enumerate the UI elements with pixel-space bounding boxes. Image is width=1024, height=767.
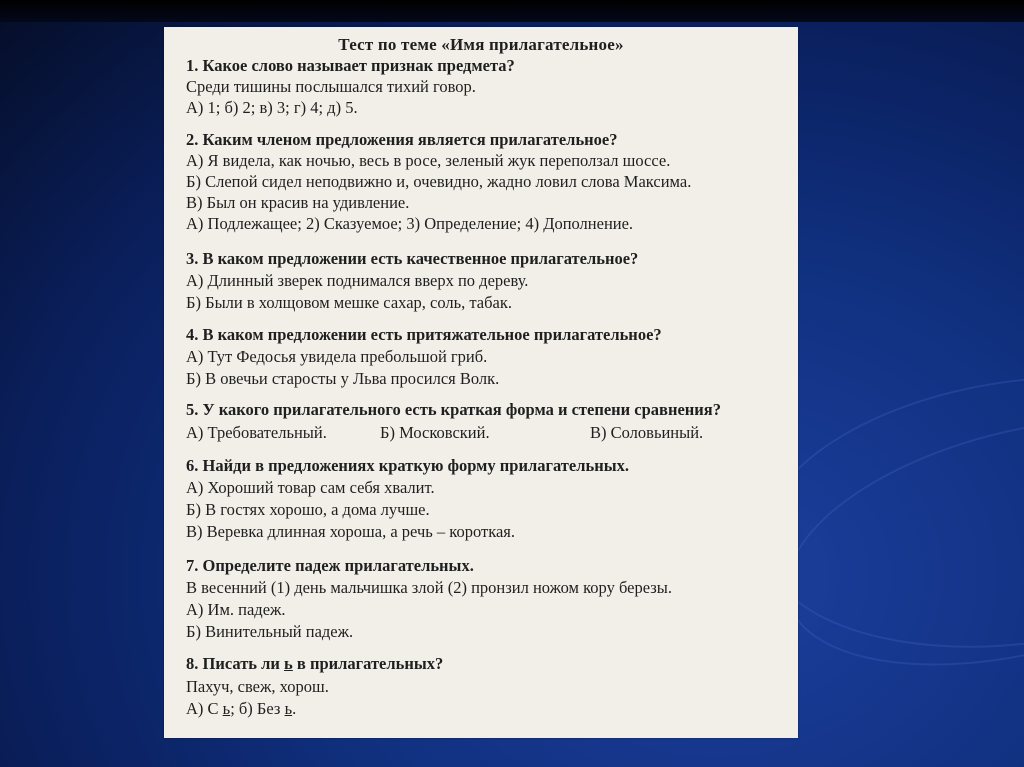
question-8-options: [186, 699, 296, 719]
soft-sign: ь: [222, 699, 231, 718]
question-3-line: А) Длинный зверек поднимался вверх по дереву.: [186, 271, 529, 290]
question-8-post: в прилагательных?: [292, 654, 444, 673]
question-5-option-b: Б) Московский.: [380, 423, 490, 442]
question-7: 7. Определите падеж прилагательных.: [186, 556, 474, 575]
question-2-line: А) Я видела, как ночью, весь в росе, зеленый жук переползал шоссе.: [186, 151, 671, 170]
question-6: 6. Найди в предложениях краткую форму прилагательных.: [186, 456, 629, 475]
question-3-line: Б) Были в холщовом мешке сахар, соль, табак.: [186, 293, 512, 312]
question-4: 4. В каком предложении есть притяжательное прилагательное?: [186, 325, 662, 344]
question-8-option-a: А) С: [186, 699, 223, 718]
question-2-line: Б) Слепой сидел неподвижно и, очевидно, жадно ловил слова Максима.: [186, 172, 692, 191]
sheet-title: Тест по теме «Имя прилагательное»: [338, 35, 624, 54]
question-6-line: В) Веревка длинная хороша, а речь – короткая.: [186, 522, 516, 541]
question-5-option-c: В) Соловьиный.: [590, 423, 704, 442]
question-1-text: Среди тишины послышался тихий говор.: [186, 77, 476, 96]
question-2: 2. Каким членом предложения является прилагательное?: [186, 130, 618, 149]
question-2-line: В) Был он красив на удивление.: [186, 193, 410, 212]
question-2-options: А) Подлежащее; 2) Сказуемое; 3) Определение; 4) Дополнение.: [186, 214, 634, 233]
question-5: 5. У какого прилагательного есть краткая форма и степени сравнения?: [186, 400, 721, 419]
question-8-pre: 8. Писать ли: [186, 654, 285, 673]
question-7-line: Б) Винительный падеж.: [186, 622, 354, 641]
soft-sign: ь: [284, 654, 293, 673]
question-4-line: Б) В овечьи старосты у Льва просился Волк.: [186, 369, 500, 388]
question-3: 3. В каком предложении есть качественное прилагательное?: [186, 249, 639, 268]
test-sheet: [164, 27, 798, 738]
question-1-options: А) 1; б) 2; в) 3; г) 4; д) 5.: [186, 98, 358, 117]
soft-sign: ь: [284, 699, 293, 718]
question-4-line: А) Тут Федосья увидела пребольшой гриб.: [186, 347, 488, 366]
question-8-line: Пахуч, свеж, хорош.: [186, 677, 329, 696]
question-7-line: А) Им. падеж.: [186, 600, 286, 619]
question-8-option-b: ; б) Без: [230, 699, 285, 718]
question-6-line: Б) В гостях хорошо, а дома лучше.: [186, 500, 430, 519]
question-7-line: В весенний (1) день мальчишка злой (2) пронзил ножом кору березы.: [186, 578, 672, 597]
question-8-end: .: [292, 699, 297, 718]
question-6-line: А) Хороший товар сам себя хвалит.: [186, 478, 435, 497]
question-8: [186, 654, 443, 674]
top-band: [0, 0, 1024, 22]
question-1: 1. Какое слово называет признак предмета?: [186, 56, 515, 75]
question-5-option-a: А) Требовательный.: [186, 423, 327, 442]
